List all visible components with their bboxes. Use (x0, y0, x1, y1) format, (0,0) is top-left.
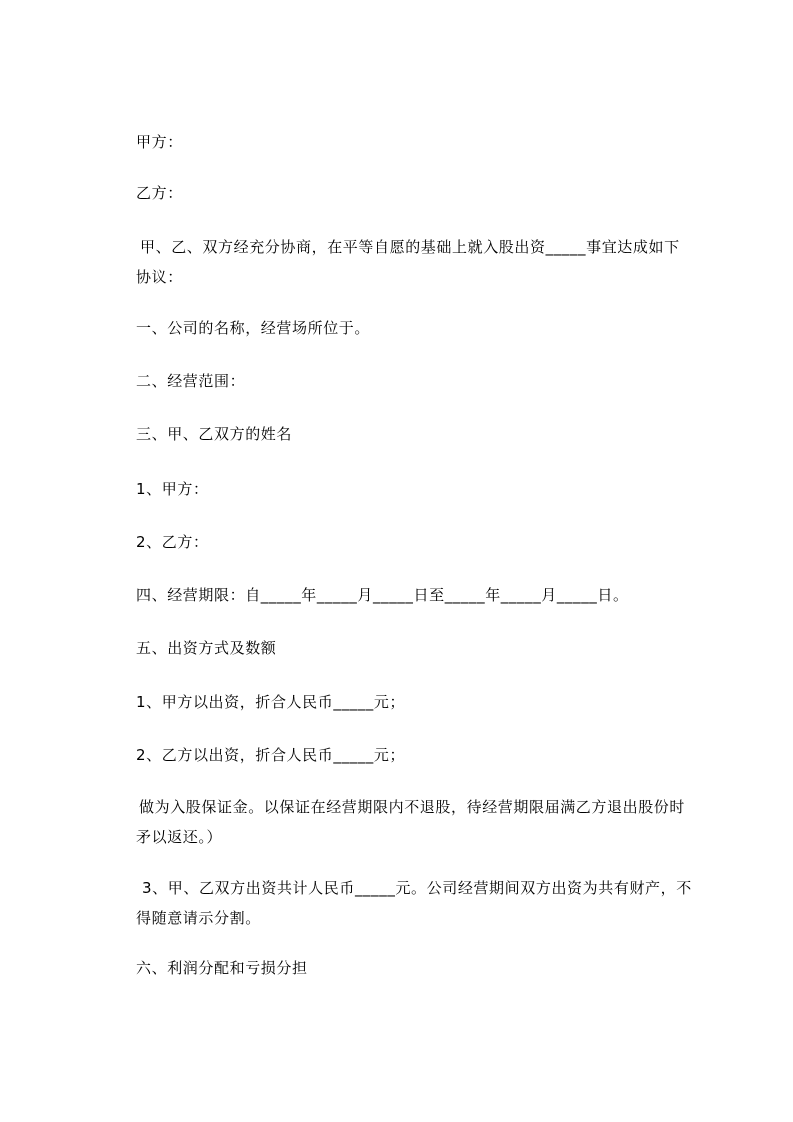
section-5-item-2: 2、乙方以出资，折合人民币_____元； (136, 746, 406, 764)
intro-paragraph (136, 238, 703, 286)
section-6-heading: 六、利润分配和亏损分担 (136, 959, 308, 977)
deposit-line-1: 做为入股保证金。以保证在经营期限内不退股，待经营期限届满乙方退出股份时 (139, 798, 686, 816)
deposit-paragraph (136, 798, 703, 846)
section-5-item-3-line-1: 3、甲、乙双方出资共计人民币_____元。公司经营期间双方出资为共有财产，不 (142, 879, 692, 897)
section-2-heading: 二、经营范围： (136, 372, 246, 390)
section-3-item-1: 1、甲方： (136, 480, 209, 498)
section-5-item-3 (136, 879, 703, 927)
party-b-label: 乙方： (136, 184, 183, 202)
section-4-term: 四、经营期限：自_____年_____月_____日至_____年_____月_____日。 (136, 586, 629, 604)
section-1-heading: 一、公司的名称，经营场所位于。 (136, 319, 371, 337)
section-3-item-2: 2、乙方： (136, 533, 209, 551)
section-5-heading: 五、出资方式及数额 (136, 639, 277, 657)
section-5-item-3-line-2: 得随意请示分割。 (136, 909, 261, 927)
deposit-line-2: 矛以返还。） (136, 828, 223, 846)
party-a-label: 甲方： (136, 133, 183, 151)
section-5-item-1: 1、甲方以出资，折合人民币_____元； (136, 693, 406, 711)
intro-line-2: 协议： (136, 268, 183, 286)
section-3-heading: 三、甲、乙双方的姓名 (136, 425, 293, 443)
intro-line-1: 甲、乙、双方经充分协商，在平等自愿的基础上就入股出资_____事宜达成如下 (140, 238, 680, 256)
